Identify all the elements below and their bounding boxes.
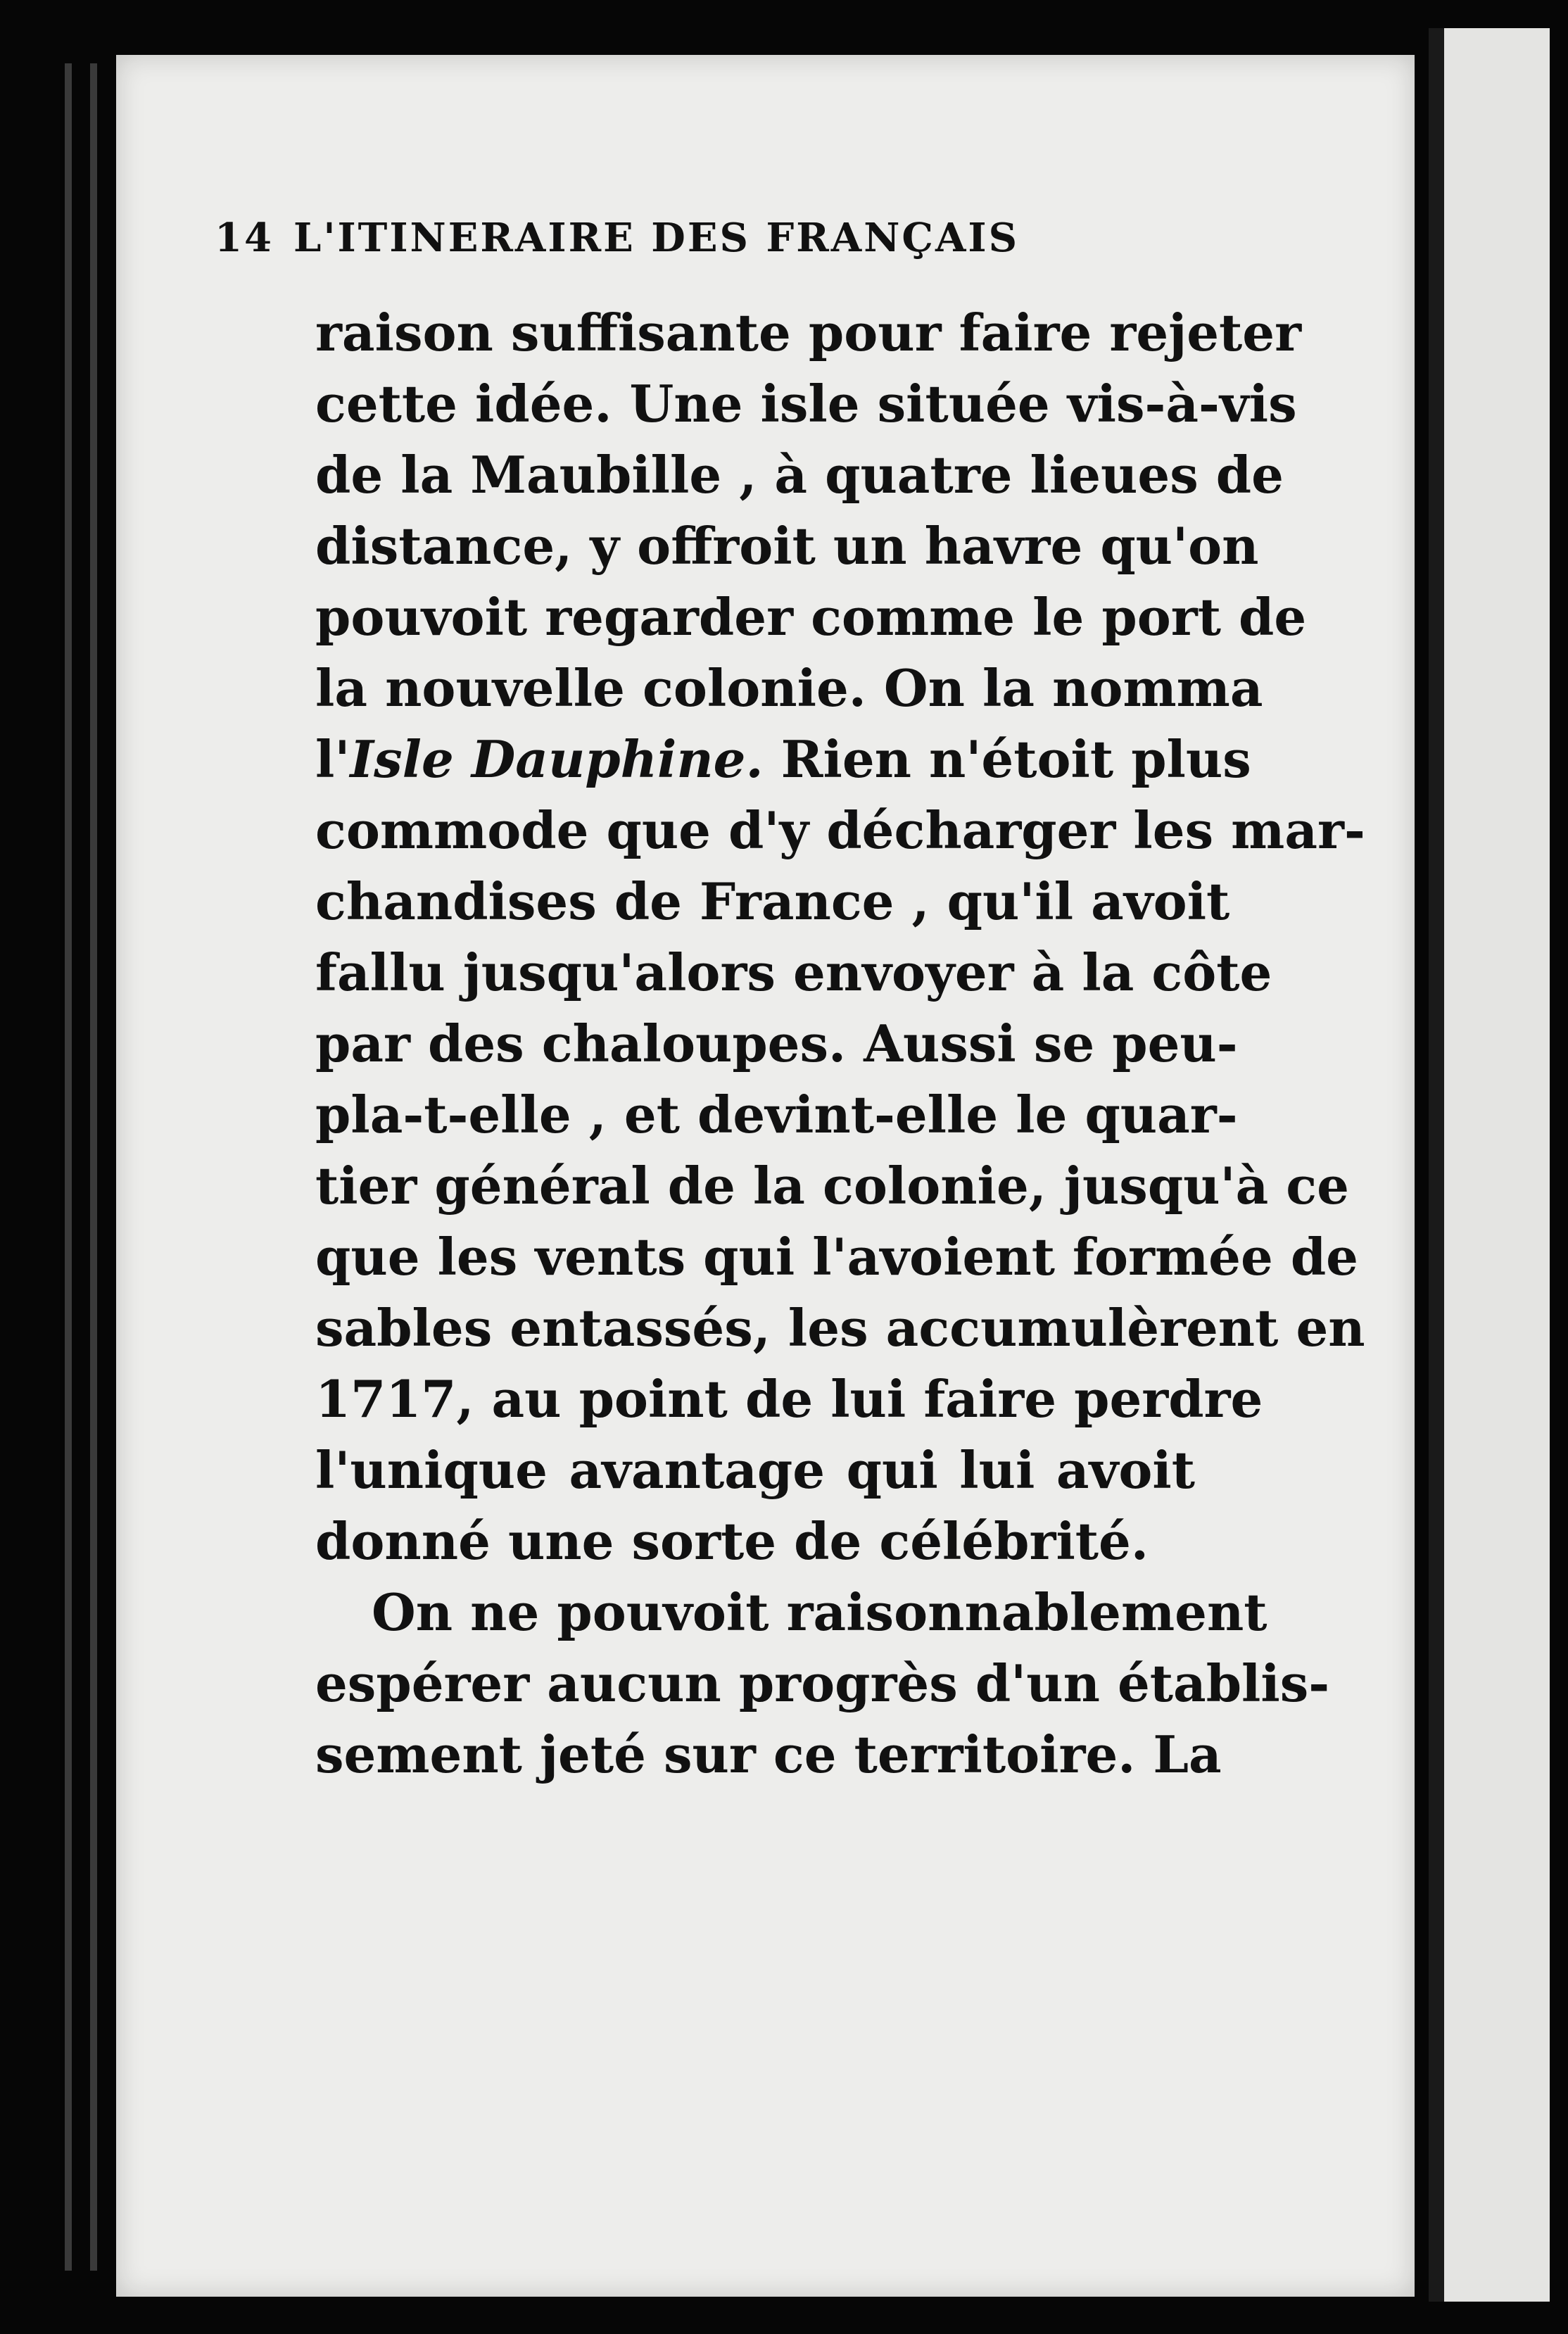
text-line: 1717, au point de lui faire perdre xyxy=(315,1369,1263,1429)
text-line: On ne pouvoit raisonnablement xyxy=(372,1582,1267,1642)
text-line: sement jeté sur ce territoire. La xyxy=(315,1724,1222,1784)
italic-place-name: Isle Dauphine. xyxy=(350,729,764,789)
text-line: de la Maubille , à quatre lieues de xyxy=(315,445,1284,505)
text-line: commode que d'y décharger les mar- xyxy=(315,800,1365,860)
text-line: pouvoit regarder comme le port de xyxy=(315,587,1307,647)
text-line: pla-t-elle , et devint-elle le quar- xyxy=(315,1085,1238,1144)
binding-shadow xyxy=(65,63,72,2271)
text-line xyxy=(315,724,1251,795)
text-line: cette idée. Une isle située vis-à-vis xyxy=(315,374,1297,434)
text-line: la nouvelle colonie. On la nomma xyxy=(315,658,1263,718)
text-line: que les vents qui l'avoient formée de xyxy=(315,1227,1358,1287)
text-line: tier général de la colonie, jusqu'à ce xyxy=(315,1156,1349,1216)
page-number: 14 xyxy=(215,215,274,261)
text-run: Rien n'étoit plus xyxy=(763,729,1251,789)
text-line: par des chaloupes. Aussi se peu- xyxy=(315,1014,1238,1073)
binding-shadow xyxy=(90,63,97,2271)
text-line: distance, y offroit un havre qu'on xyxy=(315,516,1259,576)
text-run: l' xyxy=(315,729,350,789)
text-line: espérer aucun progrès d'un établis- xyxy=(315,1653,1330,1713)
facing-page-edge xyxy=(1429,28,1550,2302)
text-line: l'unique avantage qui lui avoit xyxy=(315,1440,1195,1500)
text-line: sables entassés, les accumulèrent en xyxy=(315,1298,1365,1358)
text-line: chandises de France , qu'il avoit xyxy=(315,871,1230,931)
text-line: raison suffisante pour faire rejeter xyxy=(315,303,1302,362)
running-title: L'ITINERAIRE DES FRANÇAIS xyxy=(293,215,1020,261)
text-line: fallu jusqu'alors envoyer à la côte xyxy=(315,942,1272,1002)
running-head xyxy=(215,215,1151,261)
text-line: donné une sorte de célébrité. xyxy=(315,1511,1149,1571)
body-text xyxy=(315,297,1365,1790)
